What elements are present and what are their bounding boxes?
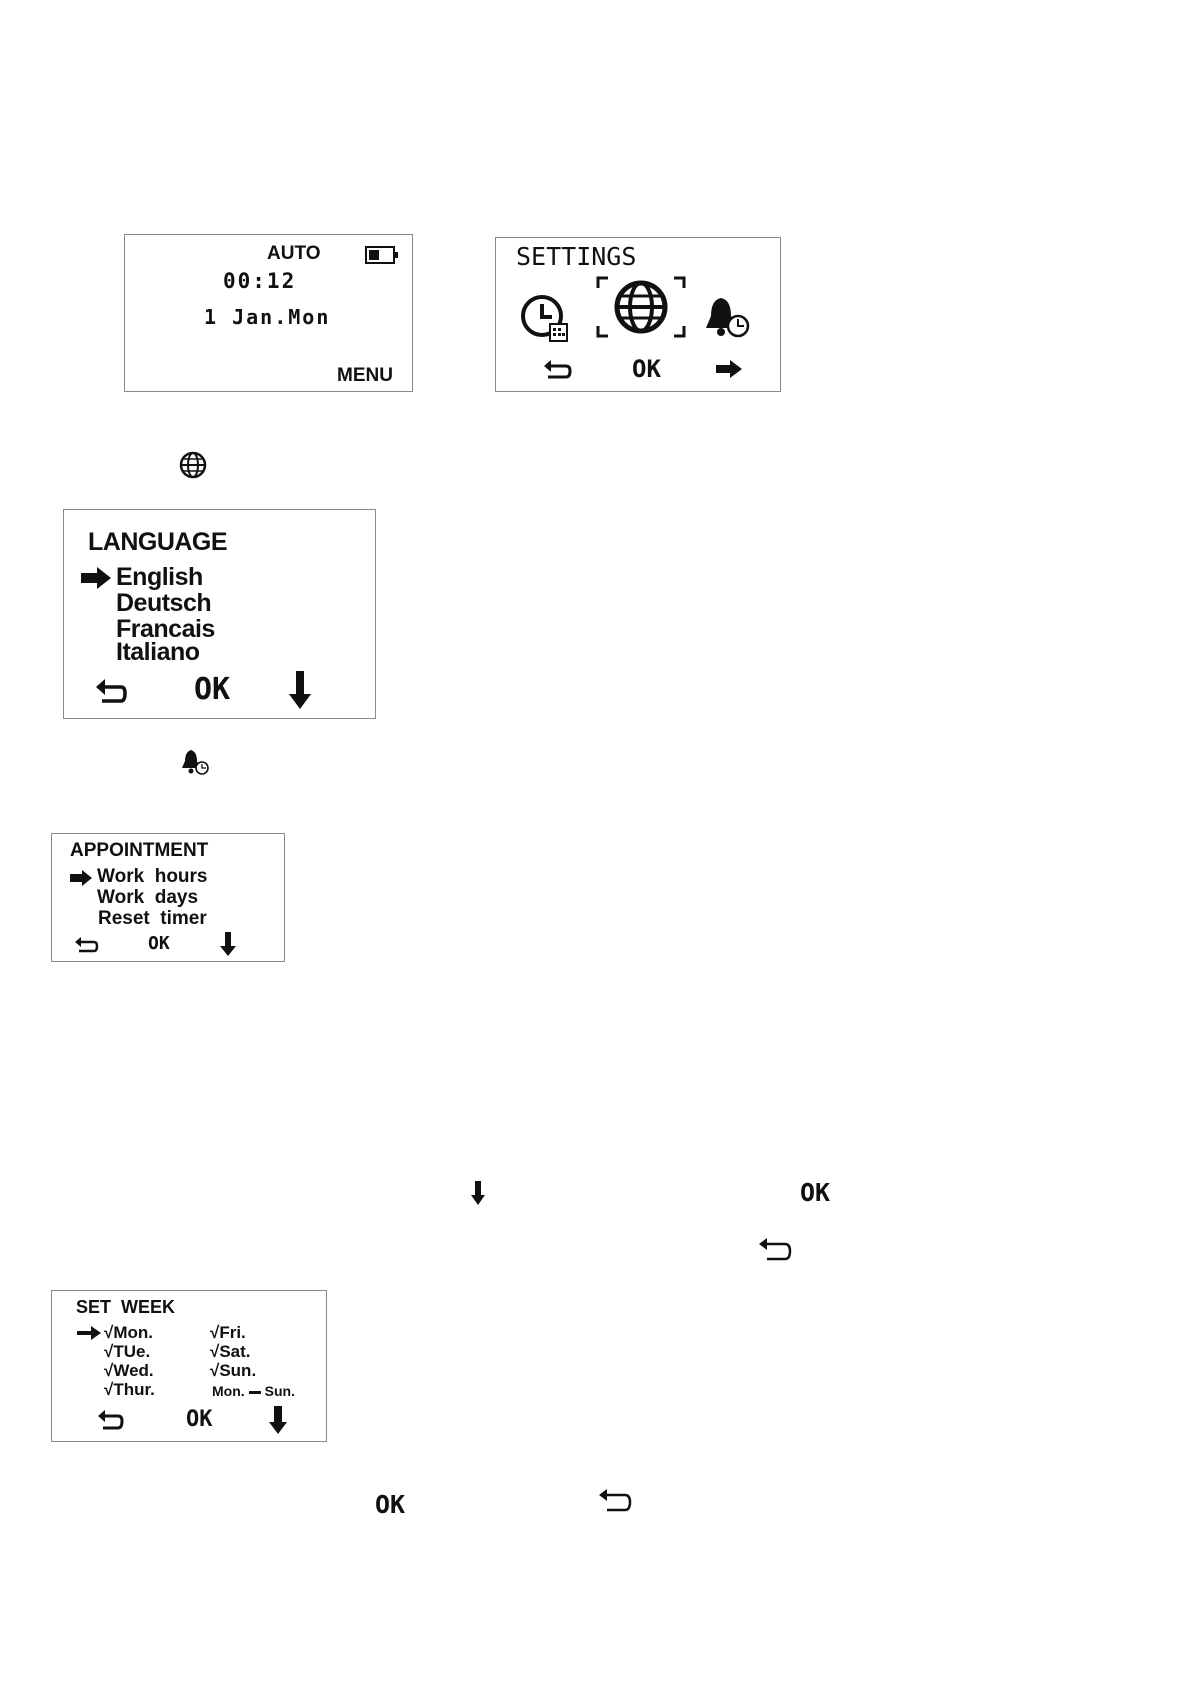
language-option-francais[interactable]: Francais [116, 615, 215, 643]
ok-softkey[interactable]: OK [194, 672, 231, 707]
range-to: Sun. [264, 1383, 295, 1399]
appointment-screen [51, 833, 285, 962]
globe-icon[interactable] [596, 276, 686, 338]
date-display: 1 Jan.Mon [204, 305, 331, 329]
arrow-down-icon [470, 1180, 486, 1206]
menu-softkey[interactable]: MENU [337, 365, 393, 386]
alarm-bell-icon [180, 749, 210, 777]
ok-softkey[interactable]: OK [632, 355, 661, 383]
day-thursday[interactable]: √Thur. [104, 1380, 155, 1399]
language-screen [63, 509, 376, 719]
settings-screen [495, 237, 781, 392]
arrow-down-icon[interactable] [268, 1405, 288, 1435]
ok-label: OK [800, 1178, 831, 1207]
language-title: LANGUAGE [88, 528, 228, 556]
day-sunday[interactable]: √Sun. [210, 1361, 257, 1380]
battery-icon [365, 245, 399, 265]
ok-softkey[interactable]: OK [148, 933, 170, 954]
day-wednesday[interactable]: √Wed. [104, 1361, 154, 1380]
language-option-italiano[interactable]: Italiano [116, 638, 200, 666]
appointment-title: APPOINTMENT [70, 840, 209, 861]
language-option-english[interactable]: English [116, 563, 203, 591]
arrow-down-icon[interactable] [219, 931, 237, 957]
arrow-right-icon[interactable] [714, 358, 744, 380]
arrow-right-icon [80, 566, 112, 590]
day-friday[interactable]: √Fri. [210, 1323, 246, 1342]
back-icon [597, 1488, 633, 1514]
appointment-option-work-hours[interactable]: Work hours [97, 866, 208, 887]
set-week-title: SET WEEK [76, 1297, 176, 1317]
arrow-right-icon [76, 1325, 102, 1341]
set-week-screen [51, 1290, 327, 1442]
appointment-option-reset-timer[interactable]: Reset timer [98, 908, 207, 929]
language-option-deutsch[interactable]: Deutsch [116, 589, 212, 617]
clock-calendar-icon[interactable] [520, 294, 570, 344]
range-from: Mon. [212, 1383, 245, 1399]
range-dash [249, 1391, 261, 1394]
back-icon[interactable] [94, 677, 128, 705]
ok-label: OK [375, 1490, 406, 1519]
clock-time: 00:12 [223, 269, 297, 293]
ok-softkey[interactable]: OK [186, 1407, 213, 1432]
day-tuesday[interactable]: √TUe. [104, 1342, 151, 1361]
back-icon [757, 1237, 793, 1263]
alarm-bell-icon[interactable] [703, 296, 751, 340]
globe-icon [178, 450, 208, 480]
mode-label: AUTO [267, 243, 321, 264]
back-icon[interactable] [97, 1409, 125, 1431]
day-saturday[interactable]: √Sat. [210, 1342, 251, 1361]
appointment-option-work-days[interactable]: Work days [97, 887, 199, 908]
back-icon[interactable] [542, 358, 572, 380]
range-mon-sun[interactable] [212, 1383, 295, 1399]
settings-title: SETTINGS [516, 242, 637, 271]
arrow-right-icon [69, 869, 93, 887]
arrow-down-icon[interactable] [288, 670, 312, 710]
day-monday[interactable]: √Mon. [104, 1323, 153, 1342]
back-icon[interactable] [74, 936, 100, 954]
home-screen [124, 234, 413, 392]
